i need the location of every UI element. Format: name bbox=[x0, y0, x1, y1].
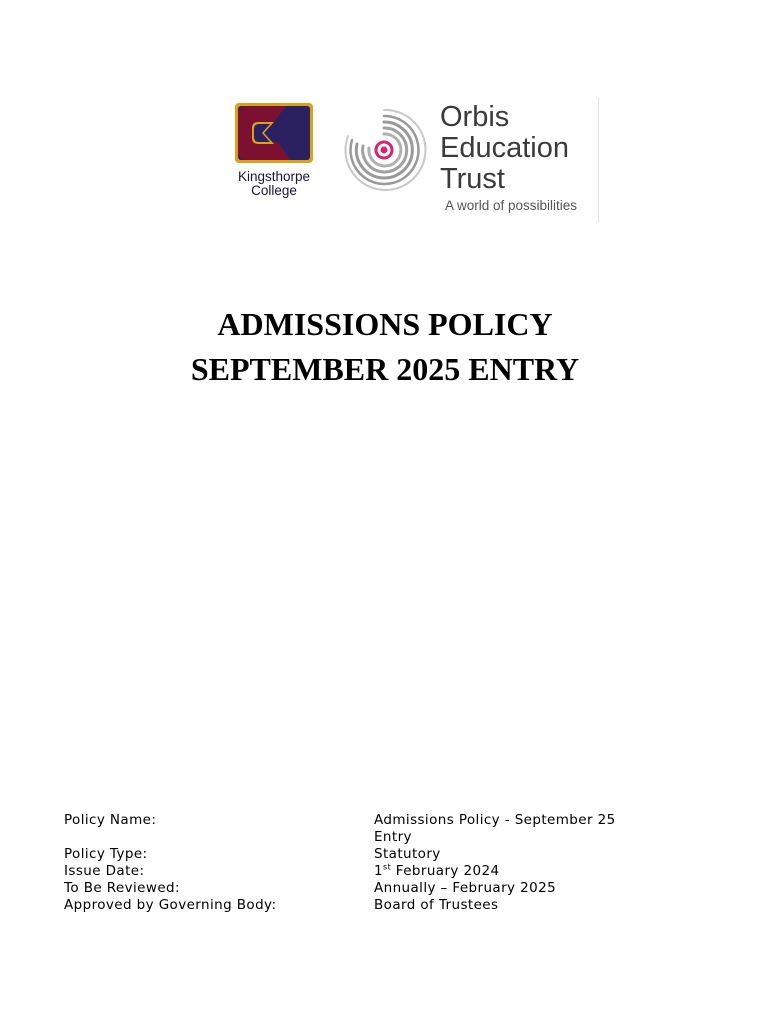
policy-name-label: Policy Name: bbox=[64, 812, 157, 828]
policy-name-value: Admissions Policy - September 25 Entry bbox=[374, 812, 616, 845]
header-logos bbox=[234, 98, 604, 223]
review-row bbox=[64, 880, 664, 897]
kingsthorpe-emblem-icon bbox=[234, 102, 316, 168]
policy-name-row bbox=[64, 812, 664, 846]
title-line-2: SEPTEMBER 2025 ENTRY bbox=[190, 351, 580, 387]
issue-date-label: Issue Date: bbox=[64, 863, 145, 879]
orbis-name: Orbis Education Trust bbox=[440, 101, 569, 195]
policy-details bbox=[64, 812, 664, 914]
review-label: To Be Reviewed: bbox=[64, 880, 180, 896]
orbis-tagline: A world of possibilities bbox=[445, 198, 578, 213]
logo-edge-line bbox=[598, 98, 599, 222]
kingsthorpe-name: Kingsthorpe College bbox=[237, 169, 311, 198]
issue-date-value: 1st February 2024 bbox=[374, 862, 500, 879]
policy-type-row bbox=[64, 846, 664, 863]
policy-type-value: Statutory bbox=[374, 846, 441, 862]
approved-value: Board of Trustees bbox=[374, 897, 499, 913]
approved-label: Approved by Governing Body: bbox=[64, 897, 277, 913]
approved-row bbox=[64, 897, 664, 914]
review-value: Annually – February 2025 bbox=[374, 880, 557, 896]
orbis-spiral-icon bbox=[340, 106, 428, 194]
issue-date-row bbox=[64, 863, 664, 880]
document-title bbox=[0, 302, 770, 392]
policy-type-label: Policy Type: bbox=[64, 846, 148, 862]
title-line-1: ADMISSIONS POLICY bbox=[217, 306, 553, 342]
